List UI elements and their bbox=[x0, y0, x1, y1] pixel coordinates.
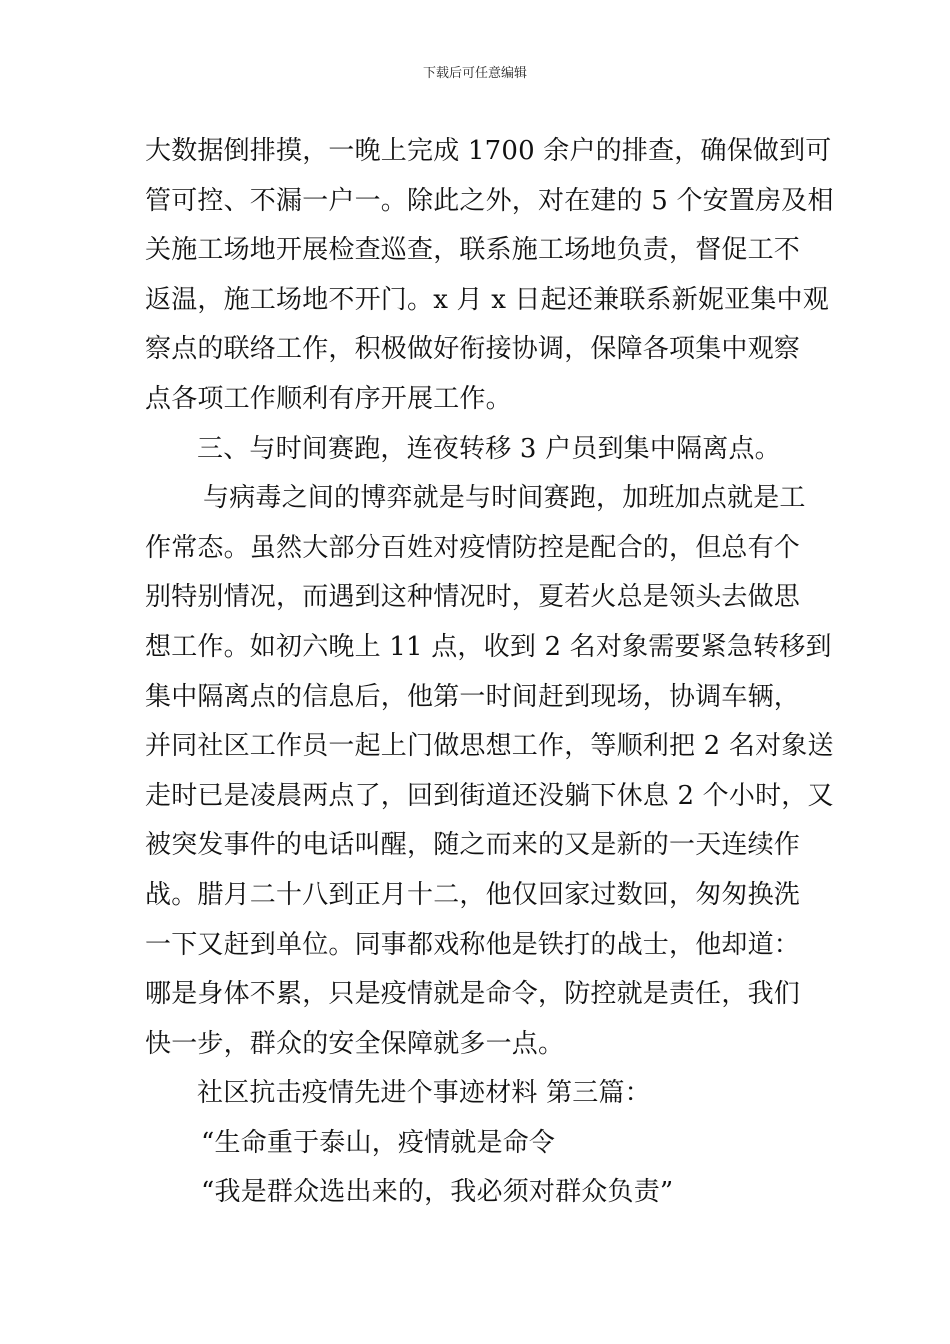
body-line: 被突发事件的电话叫醒，随之而来的又是新的一天连续作 bbox=[145, 830, 801, 861]
body-line: 并同社区工作员一起上门做思想工作，等顺利把 2 名对象送 bbox=[145, 731, 834, 762]
body-line: 察点的联络工作，积极做好衔接协调，保障各项集中观察 bbox=[145, 334, 801, 365]
body-line: 作常态。虽然大部分百姓对疫情防控是配合的，但总有个 bbox=[145, 532, 801, 563]
body-line: 别特别情况，而遇到这种情况时，夏若火总是领头去做思 bbox=[145, 582, 801, 613]
body-line: 大数据倒排摸，一晚上完成 1700 余户的排查，确保做到可 bbox=[145, 136, 832, 166]
page-header: 下载后可任意编辑 bbox=[422, 66, 527, 81]
body-line: 关施工场地开展检查巡查，联系施工场地负责，督促工不 bbox=[145, 235, 801, 266]
quote-line: “生命重于泰山，疫情就是命令 bbox=[201, 1127, 556, 1158]
paragraph-first-line: 与病毒之间的博弈就是与时间赛跑，加班加点就是工 bbox=[203, 483, 806, 514]
body-line: 想工作。如初六晚上 11 点，收到 2 名对象需要紧急转移到 bbox=[145, 631, 832, 662]
body-line: 管可控、不漏一户一。除此之外，对在建的 5 个安置房及相 bbox=[145, 185, 834, 216]
chapter-title: 社区抗击疫情先进个事迹材料 第三篇： bbox=[197, 1078, 651, 1109]
body-line: 快一步，群众的安全保障就多一点。 bbox=[145, 1028, 565, 1059]
body-line: 哪是身体不累，只是疫情就是命令，防控就是责任，我们 bbox=[145, 979, 801, 1010]
body-line: 一下又赶到单位。同事都戏称他是铁打的战士，他却道： bbox=[145, 929, 801, 960]
body-line: 集中隔离点的信息后，他第一时间赶到现场，协调车辆， bbox=[145, 681, 801, 712]
body-line: 战。腊月二十八到正月十二，他仅回家过数回，匆匆换洗 bbox=[145, 879, 801, 910]
body-line: 走时已是凌晨两点了，回到街道还没躺下休息 2 个小时，又 bbox=[145, 780, 834, 811]
body-line: 返温，施工场地不开门。x 月 x 日起还兼联系新妮亚集中观 bbox=[145, 284, 829, 315]
body-line: 点各项工作顺利有序开展工作。 bbox=[145, 383, 512, 414]
document-body bbox=[145, 127, 834, 1218]
section-heading: 三、与时间赛跑，连夜转移 3 户员到集中隔离点。 bbox=[197, 433, 781, 464]
quote-line: “我是群众选出来的，我必须对群众负责” bbox=[201, 1177, 674, 1208]
